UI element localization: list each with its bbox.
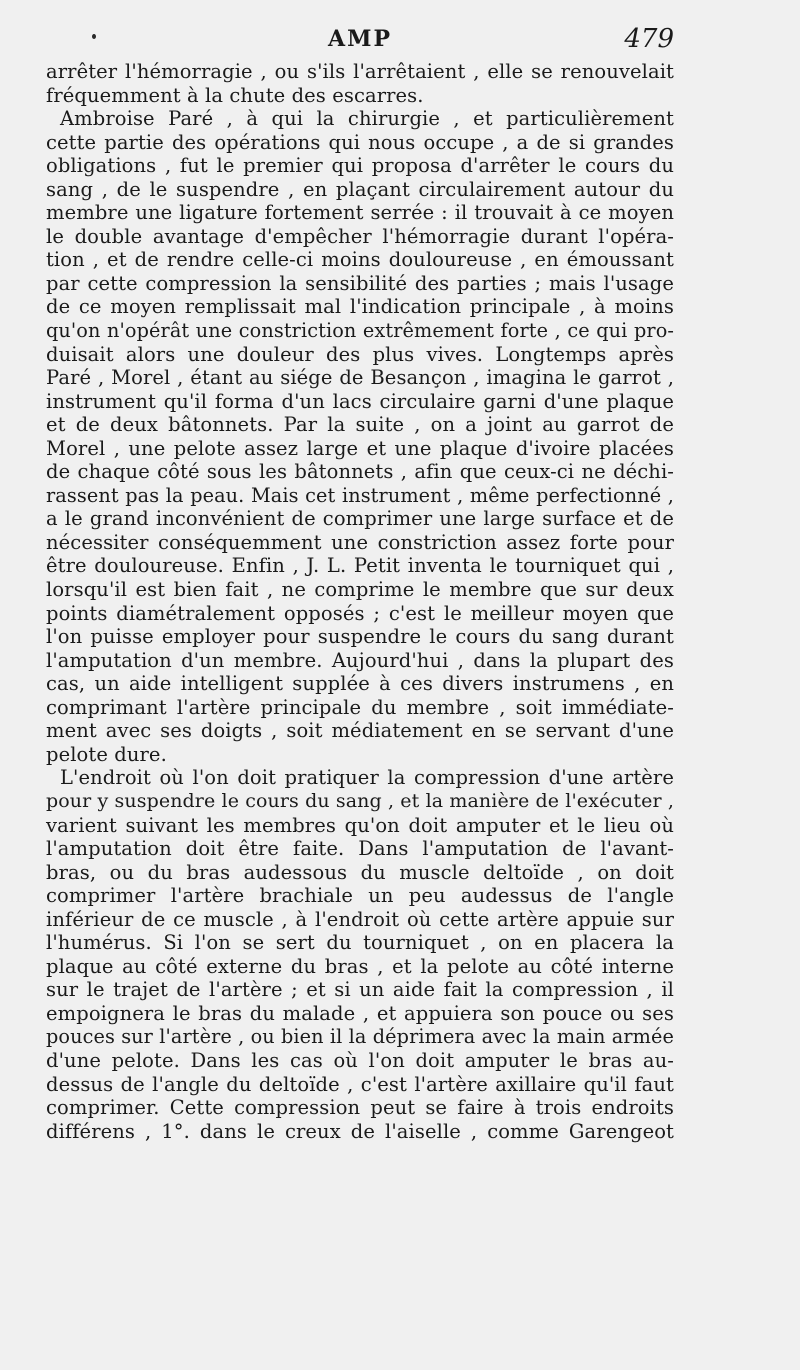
text-line: qu'on n'opérât une constriction extrêmement forte , ce qui pro- [46, 319, 674, 343]
text-line: comprimant l'artère principale du membre , soit immédiate- [46, 695, 674, 719]
text-line: de chaque côté sous les bâtonnets , afin que ceux-ci ne déchi- [46, 460, 674, 484]
text-line: nécessiter conséquemment une constriction assez forte pour [46, 530, 674, 554]
text-line: obligations , fut le premier qui proposa d'arrêter le cours du [46, 154, 674, 178]
text-line: pelote dure. [46, 742, 167, 766]
text-line: l'amputation d'un membre. Aujourd'hui , dans la plupart des [46, 648, 674, 672]
text-line: lorsqu'il est bien fait , ne comprime le membre que sur deux [46, 578, 674, 602]
text-line: plaque au côté externe du bras , et la pelote au côté interne [46, 954, 674, 978]
text-line: et de deux bâtonnets. Par la suite , on a joint au garrot de [46, 413, 674, 437]
text-line: points diamétralement opposés ; c'est le meilleur moyen que [46, 601, 674, 625]
body-text [46, 60, 674, 1143]
text-line: de ce moyen remplissait mal l'indication principale , à moins [46, 295, 674, 319]
text-line: comprimer. Cette compression peut se faire à trois endroits [46, 1096, 674, 1120]
text-line: arrêter l'hémorragie , ou s'ils l'arrêtaient , elle se renouvelait [46, 60, 674, 83]
text-line: membre une ligature fortement serrée : il trouvait à ce moyen [46, 201, 674, 225]
text-line: comprimer l'artère brachiale un peu audessus de l'angle [46, 884, 674, 908]
text-line: tion , et de rendre celle-ci moins douloureuse , en émoussant [46, 248, 674, 272]
text-line: varient suivant les membres qu'on doit amputer et le lieu où [46, 813, 674, 837]
text-line: l'amputation doit être faite. Dans l'amputation de l'avant- [46, 837, 674, 861]
text-line: ment avec ses doigts , soit médiatement en se servant d'une [46, 719, 674, 743]
text-line: duisait alors une douleur des plus vives. Longtemps après [46, 342, 674, 366]
text-line: fréquemment à la chute des escarres. [46, 83, 424, 107]
text-line: Ambroise Paré , à qui la chirurgie , et particulièrement [60, 107, 674, 131]
text-line: Paré , Morel , étant au siége de Besançon , imagina le garrot , [46, 366, 674, 390]
text-line: Morel , une pelote assez large et une plaque d'ivoire placées [46, 436, 674, 460]
text-line: l'humérus. Si l'on se sert du tourniquet , on en placera la [46, 931, 674, 955]
text-line: cette partie des opérations qui nous occupe , a de si grandes [46, 130, 674, 154]
text-line: être douloureuse. Enfin , J. L. Petit inventa le tourniquet qui , [46, 554, 674, 578]
text-line: par cette compression la sensibilité des parties ; mais l'usage [46, 271, 674, 295]
text-line: l'on puisse employer pour suspendre le cours du sang durant [46, 625, 674, 649]
text-line: le double avantage d'empêcher l'hémorragie durant l'opéra- [46, 224, 674, 248]
text-line: pour y suspendre le cours du sang , et la manière de l'exécuter , [46, 789, 674, 812]
page-number: 479 [624, 24, 674, 54]
text-line: sur le trajet de l'artère ; et si un aide fait la compression , il [46, 978, 674, 1002]
text-line: rassent pas la peau. Mais cet instrument , même perfectionné , [46, 483, 674, 507]
text-line: bras, ou du bras audessous du muscle deltoïde , on doit [46, 860, 674, 884]
text-line: cas, un aide intelligent supplée à ces divers instrumens , en [46, 672, 674, 696]
text-line: inférieur de ce muscle , à l'endroit où cette artère appuie sur [46, 907, 674, 931]
text-line: empoignera le bras du malade , et appuiera son pouce ou ses [46, 1001, 674, 1025]
text-line: a le grand inconvénient de comprimer une large surface et de [46, 507, 674, 531]
text-line: pouces sur l'artère , ou bien il la déprimera avec la main armée [46, 1025, 674, 1049]
running-head: AMP [328, 26, 392, 52]
text-line: dessus de l'angle du deltoïde , c'est l'artère axillaire qu'il faut [46, 1072, 674, 1096]
text-line: L'endroit où l'on doit pratiquer la compression d'une artère [60, 766, 674, 790]
text-line: instrument qu'il forma d'un lacs circulaire garni d'une plaque [46, 389, 674, 413]
page-header [46, 24, 674, 58]
text-line: d'une pelote. Dans les cas où l'on doit amputer le bras au- [46, 1048, 674, 1072]
text-line: sang , de le suspendre , en plaçant circulairement autour du [46, 177, 674, 201]
text-line: différens , 1°. dans le creux de l'aiselle , comme Garengeot [46, 1119, 674, 1143]
